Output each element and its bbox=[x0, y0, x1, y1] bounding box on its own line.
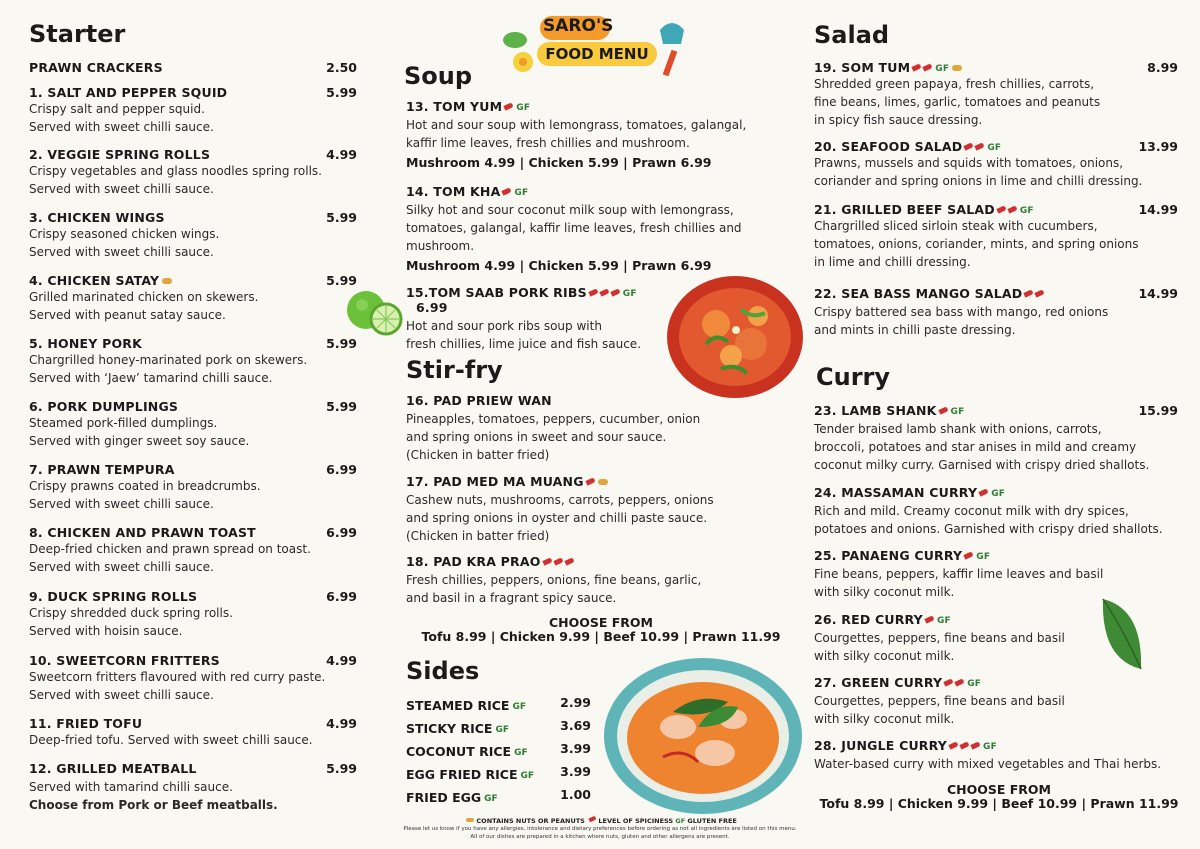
menu-item bbox=[29, 210, 359, 261]
side-price: 2.99 bbox=[560, 695, 591, 710]
gf-tag: GF bbox=[935, 64, 950, 74]
menu-item bbox=[406, 393, 776, 464]
item-name: 23. LAMB SHANK GF bbox=[814, 403, 965, 418]
chili-icon bbox=[589, 816, 597, 823]
menu-item bbox=[29, 336, 359, 387]
item-desc: Courgettes, peppers, fine beans and basil bbox=[814, 694, 1065, 708]
item-name: 10. SWEETCORN FRITTERS bbox=[29, 653, 220, 668]
chili-icon bbox=[975, 142, 985, 150]
item-name: 14. TOM KHA GF bbox=[406, 184, 529, 199]
item-desc: Choose from Pork or Beef meatballs. bbox=[29, 798, 278, 812]
gf-tag: GF bbox=[983, 742, 997, 752]
item-desc: Served with sweet chilli sauce. bbox=[29, 497, 214, 511]
item-name: 8. CHICKEN AND PRAWN TOAST bbox=[29, 525, 256, 540]
chili-icon bbox=[1024, 289, 1034, 297]
chili-icon bbox=[938, 406, 948, 414]
item-name: 18. PAD KRA PRAO bbox=[406, 554, 776, 569]
gf-tag: GF bbox=[495, 725, 509, 735]
menu-item bbox=[29, 60, 359, 75]
menu-item bbox=[406, 554, 776, 607]
gf-tag: GF bbox=[675, 817, 686, 825]
item-desc: with silky coconut milk. bbox=[814, 712, 955, 726]
gf-tag: GF bbox=[512, 702, 526, 712]
chili-icon bbox=[964, 142, 974, 150]
side-item bbox=[406, 695, 591, 714]
nut-icon bbox=[162, 278, 172, 284]
side-name: STICKY RICE bbox=[406, 721, 493, 736]
menu-item bbox=[814, 139, 1178, 190]
item-desc: Chargrilled honey-marinated pork on skewers. bbox=[29, 353, 308, 367]
chili-icon bbox=[959, 741, 969, 749]
sides-heading: Sides bbox=[406, 657, 480, 685]
footer-note-2: All of our dishes are prepared in a kitchen where nuts, gluten and other allergens are present. bbox=[470, 834, 730, 840]
stirfry-dish-image bbox=[666, 274, 804, 399]
item-price: 5.99 bbox=[326, 399, 357, 414]
gf-tag: GF bbox=[987, 143, 1002, 153]
legend-gf: GLUTEN FREE bbox=[687, 817, 737, 825]
item-name: 26. RED CURRY GF bbox=[814, 612, 951, 627]
chili-icon bbox=[948, 741, 958, 749]
item-desc: broccoli, potatoes and star anises in mild and creamy bbox=[814, 440, 1137, 454]
item-desc: Hot and sour soup with lemongrass, tomatoes, galangal, bbox=[406, 118, 747, 132]
item-desc: coriander and spring onions in lime and chilli dressing. bbox=[814, 174, 1143, 188]
chili-icon bbox=[502, 187, 512, 195]
item-desc: Served with sweet chilli sauce. bbox=[29, 245, 214, 259]
item-desc: Crispy shredded duck spring rolls. bbox=[29, 606, 233, 620]
menu-item bbox=[814, 485, 1184, 538]
item-desc: Crispy seasoned chicken wings. bbox=[29, 227, 220, 241]
chili-icon bbox=[970, 741, 980, 749]
chili-icon bbox=[979, 488, 989, 496]
item-desc: Rich and mild. Creamy coconut milk with dry spices, bbox=[814, 504, 1129, 518]
item-desc: Served with ‘Jaew’ tamarind chilli sauce. bbox=[29, 371, 273, 385]
item-price: 5.99 bbox=[326, 336, 357, 351]
menu-item bbox=[406, 474, 776, 545]
soup-heading: Soup bbox=[404, 62, 473, 90]
menu-item bbox=[814, 286, 1178, 339]
menu-item bbox=[406, 99, 776, 170]
side-price: 3.99 bbox=[560, 741, 591, 756]
item-prices: Mushroom 4.99 | Chicken 5.99 | Prawn 6.99 bbox=[406, 258, 712, 273]
item-desc: Crispy salt and pepper squid. bbox=[29, 102, 205, 116]
item-name: 7. PRAWN TEMPURA bbox=[29, 462, 175, 477]
menu-item bbox=[814, 675, 1164, 728]
item-name: 3. CHICKEN WINGS bbox=[29, 210, 165, 225]
menu-item bbox=[814, 548, 1164, 601]
menu-item bbox=[29, 716, 359, 749]
chili-icon bbox=[996, 205, 1006, 213]
item-name: 17. PAD MED MA MUANG bbox=[406, 474, 776, 489]
item-name: 27. GREEN CURRY GF bbox=[814, 675, 982, 690]
chili-icon bbox=[964, 551, 974, 559]
item-price: 5.99 bbox=[326, 761, 357, 776]
item-name: 5. HONEY PORK bbox=[29, 336, 142, 351]
item-desc: Tender braised lamb shank with onions, carrots, bbox=[814, 422, 1102, 436]
item-price: 6.99 bbox=[326, 525, 357, 540]
gf-tag: GF bbox=[514, 188, 529, 198]
item-desc: Fine beans, peppers, kaffir lime leaves and basil bbox=[814, 567, 1104, 581]
item-price: 5.99 bbox=[326, 273, 357, 288]
item-desc: coconut milky curry. Garnised with crispy dried shallots. bbox=[814, 458, 1150, 472]
side-item bbox=[406, 741, 591, 760]
logo-title: SARO'S bbox=[543, 16, 614, 36]
footer-legend bbox=[300, 817, 900, 825]
curry-heading: Curry bbox=[816, 363, 891, 391]
item-name: 9. DUCK SPRING ROLLS bbox=[29, 589, 198, 604]
item-name: 28. JUNGLE CURRY GF bbox=[814, 738, 997, 753]
item-desc: tomatoes, onions, coriander, mints, and spring onions bbox=[814, 237, 1139, 251]
menu-item bbox=[29, 85, 359, 136]
item-desc: with silky coconut milk. bbox=[814, 585, 955, 599]
nut-icon bbox=[598, 479, 608, 485]
menu-item bbox=[29, 147, 359, 198]
item-price: 6.99 bbox=[416, 300, 448, 315]
footer-note-1: Please let us know if you have any allergies, intolerance and dietary preferences before ordering as not all ingredients are listed on this menu. bbox=[403, 826, 797, 832]
item-desc: with silky coconut milk. bbox=[814, 649, 955, 663]
gf-tag: GF bbox=[1019, 206, 1034, 216]
side-price: 3.69 bbox=[560, 718, 591, 733]
menu-item bbox=[29, 525, 359, 576]
item-desc: and basil in a fragrant spicy sauce. bbox=[406, 591, 617, 605]
gf-tag: GF bbox=[516, 103, 531, 113]
item-price: 6.99 bbox=[326, 462, 357, 477]
item-desc: Chargrilled sliced sirloin steak with cucumbers, bbox=[814, 219, 1098, 233]
starter-heading: Starter bbox=[29, 20, 126, 48]
item-name: 16. PAD PRIEW WAN bbox=[406, 393, 552, 408]
side-item bbox=[406, 764, 591, 783]
logo-subtitle: FOOD MENU bbox=[545, 45, 649, 63]
chili-icon bbox=[585, 477, 595, 485]
lime-illustration bbox=[340, 285, 406, 340]
chili-icon bbox=[564, 557, 574, 565]
gf-tag: GF bbox=[976, 552, 991, 562]
item-name: 19. SOM TUM GF bbox=[814, 60, 1164, 75]
item-prices: Mushroom 4.99 | Chicken 5.99 | Prawn 6.99 bbox=[406, 155, 712, 170]
item-desc: Served with tamarind chilli sauce. bbox=[29, 780, 233, 794]
item-price: 2.50 bbox=[326, 60, 357, 75]
chili-icon bbox=[553, 557, 563, 565]
menu-item bbox=[29, 761, 359, 814]
item-desc: Steamed pork-filled dumplings. bbox=[29, 416, 218, 430]
item-desc: Deep-fried tofu. Served with sweet chilli sauce. bbox=[29, 733, 313, 747]
gf-tag: GF bbox=[484, 794, 498, 804]
item-desc: in spicy fish sauce dressing. bbox=[814, 113, 983, 127]
item-desc: Sweetcorn fritters flavoured with red curry paste. bbox=[29, 670, 326, 684]
side-item bbox=[406, 787, 591, 806]
menu-item bbox=[814, 612, 1164, 665]
item-desc: fresh chillies, lime juice and fish sauce. bbox=[406, 337, 642, 351]
item-price: 5.99 bbox=[326, 85, 357, 100]
stirfry-choose-prices: Tofu 8.99 | Chicken 9.99 | Beef 10.99 | Prawn 11.99 bbox=[421, 629, 781, 644]
menu-item bbox=[29, 399, 359, 450]
item-name: 6. PORK DUMPLINGS bbox=[29, 399, 179, 414]
legend-nuts: CONTAINS NUTS OR PEANUTS bbox=[476, 817, 585, 825]
right-column bbox=[814, 0, 1179, 849]
item-price: 15.99 bbox=[1138, 403, 1178, 418]
item-desc: and mints in chilli paste dressing. bbox=[814, 323, 1016, 337]
item-desc: Shredded green papaya, fresh chillies, carrots, bbox=[814, 77, 1095, 91]
item-desc: Silky hot and sour coconut milk soup with lemongrass, bbox=[406, 203, 734, 217]
nut-icon bbox=[466, 818, 474, 822]
item-name: 11. FRIED TOFU bbox=[29, 716, 143, 731]
item-desc: Cashew nuts, mushrooms, carrots, peppers, onions bbox=[406, 493, 714, 507]
item-name: 20. SEAFOOD SALAD GF bbox=[814, 139, 1002, 154]
item-name: 24. MASSAMAN CURRY GF bbox=[814, 485, 1006, 500]
item-price: 14.99 bbox=[1138, 202, 1178, 217]
item-price: 4.99 bbox=[326, 653, 357, 668]
item-desc: Served with sweet chilli sauce. bbox=[29, 182, 214, 196]
item-desc: mushroom. bbox=[406, 239, 475, 253]
item-desc: Crispy battered sea bass with mango, red onions bbox=[814, 305, 1109, 319]
curry-bowl-image bbox=[603, 657, 803, 815]
item-desc: Fresh chillies, peppers, onions, fine beans, garlic, bbox=[406, 573, 702, 587]
chili-icon bbox=[955, 678, 965, 686]
chili-icon bbox=[912, 63, 922, 71]
item-desc: kaffir lime leaves, fresh chillies and mushroom. bbox=[406, 136, 690, 150]
salad-heading: Salad bbox=[814, 21, 890, 49]
item-desc: Courgettes, peppers, fine beans and basil bbox=[814, 631, 1065, 645]
item-price: 4.99 bbox=[326, 147, 357, 162]
chili-icon bbox=[923, 63, 933, 71]
item-desc: Served with sweet chilli sauce. bbox=[29, 560, 214, 574]
item-desc: Served with sweet chilli sauce. bbox=[29, 120, 214, 134]
gf-tag: GF bbox=[622, 289, 637, 299]
gf-tag: GF bbox=[950, 407, 965, 417]
item-name: 13. TOM YUM GF bbox=[406, 99, 531, 114]
item-desc: and spring onions in sweet and sour sauce. bbox=[406, 430, 667, 444]
item-name: 15.TOM SAAB PORK RIBS GF6.99 bbox=[406, 285, 637, 315]
side-name: FRIED EGG bbox=[406, 790, 482, 805]
item-desc: Served with sweet chilli sauce. bbox=[29, 688, 214, 702]
menu-item bbox=[29, 462, 359, 513]
item-desc: Deep-fried chicken and prawn spread on toast. bbox=[29, 542, 311, 556]
side-name: COCONUT RICE bbox=[406, 744, 512, 759]
menu-item bbox=[29, 589, 359, 640]
item-price: 4.99 bbox=[326, 716, 357, 731]
item-desc: and spring onions in oyster and chilli paste sauce. bbox=[406, 511, 708, 525]
menu-item bbox=[814, 202, 1178, 271]
item-desc: Crispy prawns coated in breadcrumbs. bbox=[29, 479, 261, 493]
side-price: 3.99 bbox=[560, 764, 591, 779]
item-desc: Crispy vegetables and glass noodles spring rolls. bbox=[29, 164, 322, 178]
item-name: 25. PANAENG CURRY GF bbox=[814, 548, 991, 563]
chili-icon bbox=[588, 288, 598, 296]
chili-icon bbox=[1007, 205, 1017, 213]
item-desc: Prawns, mussels and squids with tomatoes, onions, bbox=[814, 156, 1124, 170]
item-desc: tomatoes, galangal, kaffir lime leaves, fresh chillies and bbox=[406, 221, 742, 235]
menu-item bbox=[406, 285, 666, 353]
item-desc: fine beans, limes, garlic, tomatoes and peanuts bbox=[814, 95, 1101, 109]
item-name: 2. VEGGIE SPRING ROLLS bbox=[29, 147, 211, 162]
item-name: 21. GRILLED BEEF SALAD GF bbox=[814, 202, 1034, 217]
menu-item bbox=[406, 184, 776, 273]
curry-choose-prices: Tofu 8.99 | Chicken 9.99 | Beef 10.99 | Prawn 11.99 bbox=[819, 796, 1179, 811]
gf-tag: GF bbox=[520, 771, 535, 781]
menu-item bbox=[814, 403, 1178, 474]
item-desc: Grilled marinated chicken on skewers. bbox=[29, 290, 259, 304]
item-desc: (Chicken in batter fried) bbox=[406, 529, 550, 543]
curry-choose-label: CHOOSE FROM bbox=[946, 782, 1051, 797]
menu-item bbox=[814, 738, 1184, 773]
chili-icon bbox=[1035, 289, 1045, 297]
gf-tag: GF bbox=[514, 748, 528, 758]
side-name: EGG FRIED RICE bbox=[406, 767, 518, 782]
chili-icon bbox=[542, 557, 552, 565]
chili-icon bbox=[944, 678, 954, 686]
item-desc: Served with hoisin sauce. bbox=[29, 624, 183, 638]
item-price: 13.99 bbox=[1138, 139, 1178, 154]
item-name: PRAWN CRACKERS bbox=[29, 60, 163, 75]
item-price: 5.99 bbox=[326, 210, 357, 225]
side-item bbox=[406, 718, 591, 737]
menu-item bbox=[29, 653, 359, 704]
item-name: 22. SEA BASS MANGO SALAD bbox=[814, 286, 1164, 301]
item-price: 6.99 bbox=[326, 589, 357, 604]
item-name: 12. GRILLED MEATBALL bbox=[29, 761, 197, 776]
item-desc: Pineapples, tomatoes, peppers, cucumber, onion bbox=[406, 412, 701, 426]
item-price: 8.99 bbox=[1147, 60, 1178, 75]
starter-column bbox=[29, 0, 359, 849]
item-desc: Hot and sour pork ribs soup with bbox=[406, 319, 602, 333]
chili-icon bbox=[610, 288, 620, 296]
side-price: 1.00 bbox=[560, 787, 591, 802]
item-desc: Served with ginger sweet soy sauce. bbox=[29, 434, 250, 448]
item-desc: in lime and chilli dressing. bbox=[814, 255, 971, 269]
item-desc: potatoes and onions. Garnished with crispy dried shallots. bbox=[814, 522, 1163, 536]
item-price: 14.99 bbox=[1138, 286, 1178, 301]
nut-icon bbox=[952, 65, 962, 71]
chili-icon bbox=[924, 615, 934, 623]
chili-icon bbox=[599, 288, 609, 296]
gf-tag: GF bbox=[936, 616, 951, 626]
item-name: 1. SALT AND PEPPER SQUID bbox=[29, 85, 228, 100]
item-desc: Water-based curry with mixed vegetables and Thai herbs. bbox=[814, 757, 1162, 771]
stirfry-heading: Stir-fry bbox=[406, 356, 503, 384]
side-name: STEAMED RICE bbox=[406, 698, 510, 713]
stirfry-choose-label: CHOOSE FROM bbox=[548, 615, 653, 630]
gf-tag: GF bbox=[967, 679, 982, 689]
gf-tag: GF bbox=[991, 489, 1006, 499]
item-name: 4. CHICKEN SATAY bbox=[29, 273, 359, 288]
menu-item bbox=[29, 273, 359, 324]
item-desc: (Chicken in batter fried) bbox=[406, 448, 550, 462]
item-desc: Served with peanut satay sauce. bbox=[29, 308, 226, 322]
menu-item bbox=[814, 60, 1178, 129]
chili-icon bbox=[504, 102, 514, 110]
legend-spice: LEVEL OF SPICINESS bbox=[598, 817, 674, 825]
